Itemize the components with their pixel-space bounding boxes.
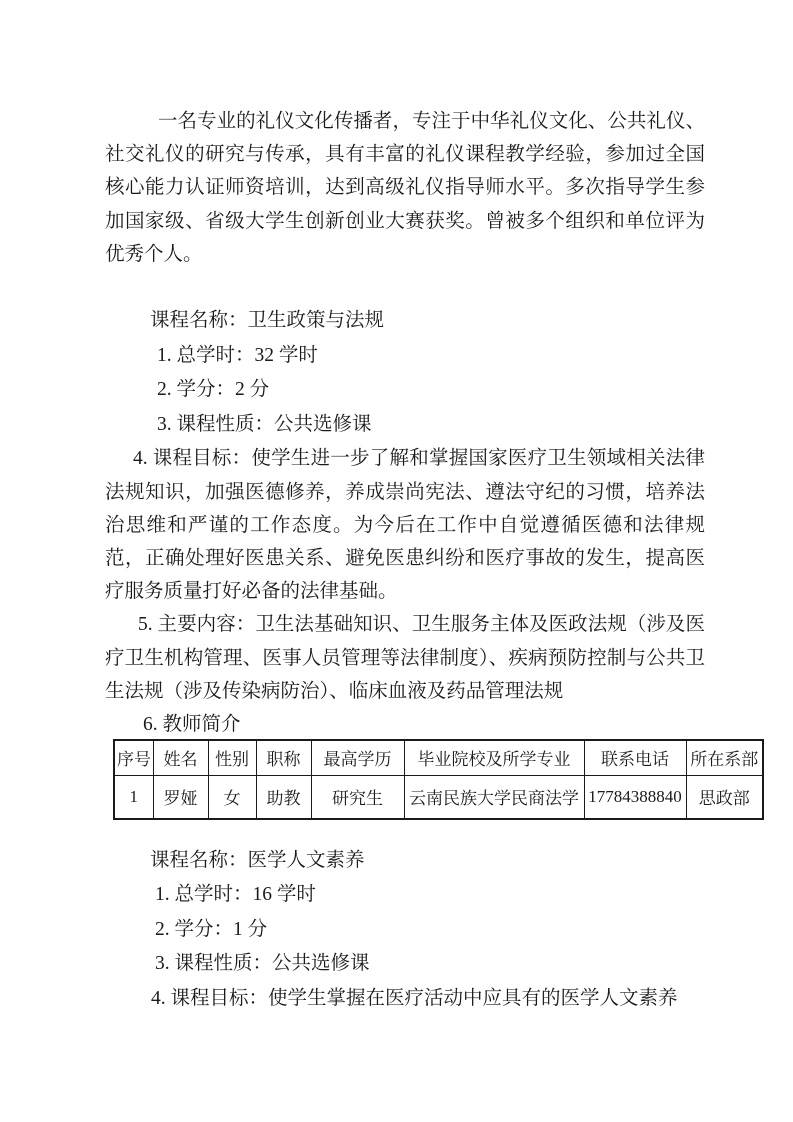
course1-item-content: 5. 主要内容：卫生法基础知识、卫生服务主体及医政法规（涉及医疗卫生机构管理、医事人员管理等法律制度）、疾病预防控制与公共卫生法规（涉及传染病防治）、临床血液及药品管理法规 bbox=[105, 614, 705, 702]
cell-index: 1 bbox=[114, 775, 153, 819]
intro-paragraph: 一名专业的礼仪文化传播者，专注于中华礼仪文化、公共礼仪、社交礼仪的研究与传承，具有丰富的礼仪课程教学经验，参加过全国核心能力认证师资培训，达到高级礼仪指导师水平。多次指导学生参加国家级、省级大学生创新创业大赛获奖。曾被多个组织和单位评为优秀个人。 bbox=[105, 111, 705, 265]
course1-item-teacher-intro: 6. 教师简介 bbox=[143, 714, 241, 736]
course2-item-credits: 2. 学分：1 分 bbox=[155, 918, 268, 940]
course2-title: 课程名称：医学人文素养 bbox=[150, 849, 365, 871]
course1-item-goal: 4. 课程目标：使学生进一步了解和掌握国家医疗卫生领域相关法律法规知识，加强医德修养，养成崇尚宪法、遵法守纪的习惯，培养法治思维和严谨的工作态度。为今后在工作中自觉遵循医德和法律规范，正确处理好医患关系、避免医患纠纷和医疗事故的发生，提高医疗服务质量打好必备的法律基础。 bbox=[105, 448, 705, 603]
header-cell-phone: 联系电话 bbox=[584, 740, 686, 776]
header-cell-education: 最高学历 bbox=[311, 740, 404, 776]
cell-gender: 女 bbox=[208, 775, 256, 819]
cell-phone: 17784388840 bbox=[584, 775, 686, 819]
course2-item-hours: 1. 总学时：16 学时 bbox=[155, 884, 316, 906]
header-cell-index: 序号 bbox=[114, 740, 153, 776]
course1-title: 课程名称：卫生政策与法规 bbox=[150, 310, 385, 332]
header-cell-department: 所在系部 bbox=[686, 740, 763, 776]
header-cell-title: 职称 bbox=[256, 740, 311, 776]
course2-item-goal: 4. 课程目标：使学生掌握在医疗活动中应具有的医学人文素养 bbox=[151, 987, 678, 1009]
cell-title: 助教 bbox=[256, 775, 311, 819]
course2-item-type: 3. 课程性质：公共选修课 bbox=[155, 953, 370, 975]
teacher-table-data-row bbox=[114, 775, 763, 819]
cell-name: 罗娅 bbox=[153, 775, 208, 819]
cell-education: 研究生 bbox=[311, 775, 404, 819]
course1-item-credits: 2. 学分：2 分 bbox=[157, 379, 270, 401]
teacher-table-header-row bbox=[114, 740, 763, 776]
cell-school-major: 云南民族大学民商法学 bbox=[404, 775, 584, 819]
cell-department: 思政部 bbox=[686, 775, 763, 819]
course1-item-hours: 1. 总学时：32 学时 bbox=[157, 344, 318, 366]
header-cell-gender: 性别 bbox=[208, 740, 256, 776]
teacher-table bbox=[113, 739, 764, 820]
header-cell-name: 姓名 bbox=[153, 740, 208, 776]
header-cell-school-major: 毕业院校及所学专业 bbox=[404, 740, 584, 776]
course1-item-type: 3. 课程性质：公共选修课 bbox=[157, 413, 372, 435]
paragraph-spacer bbox=[105, 271, 705, 304]
